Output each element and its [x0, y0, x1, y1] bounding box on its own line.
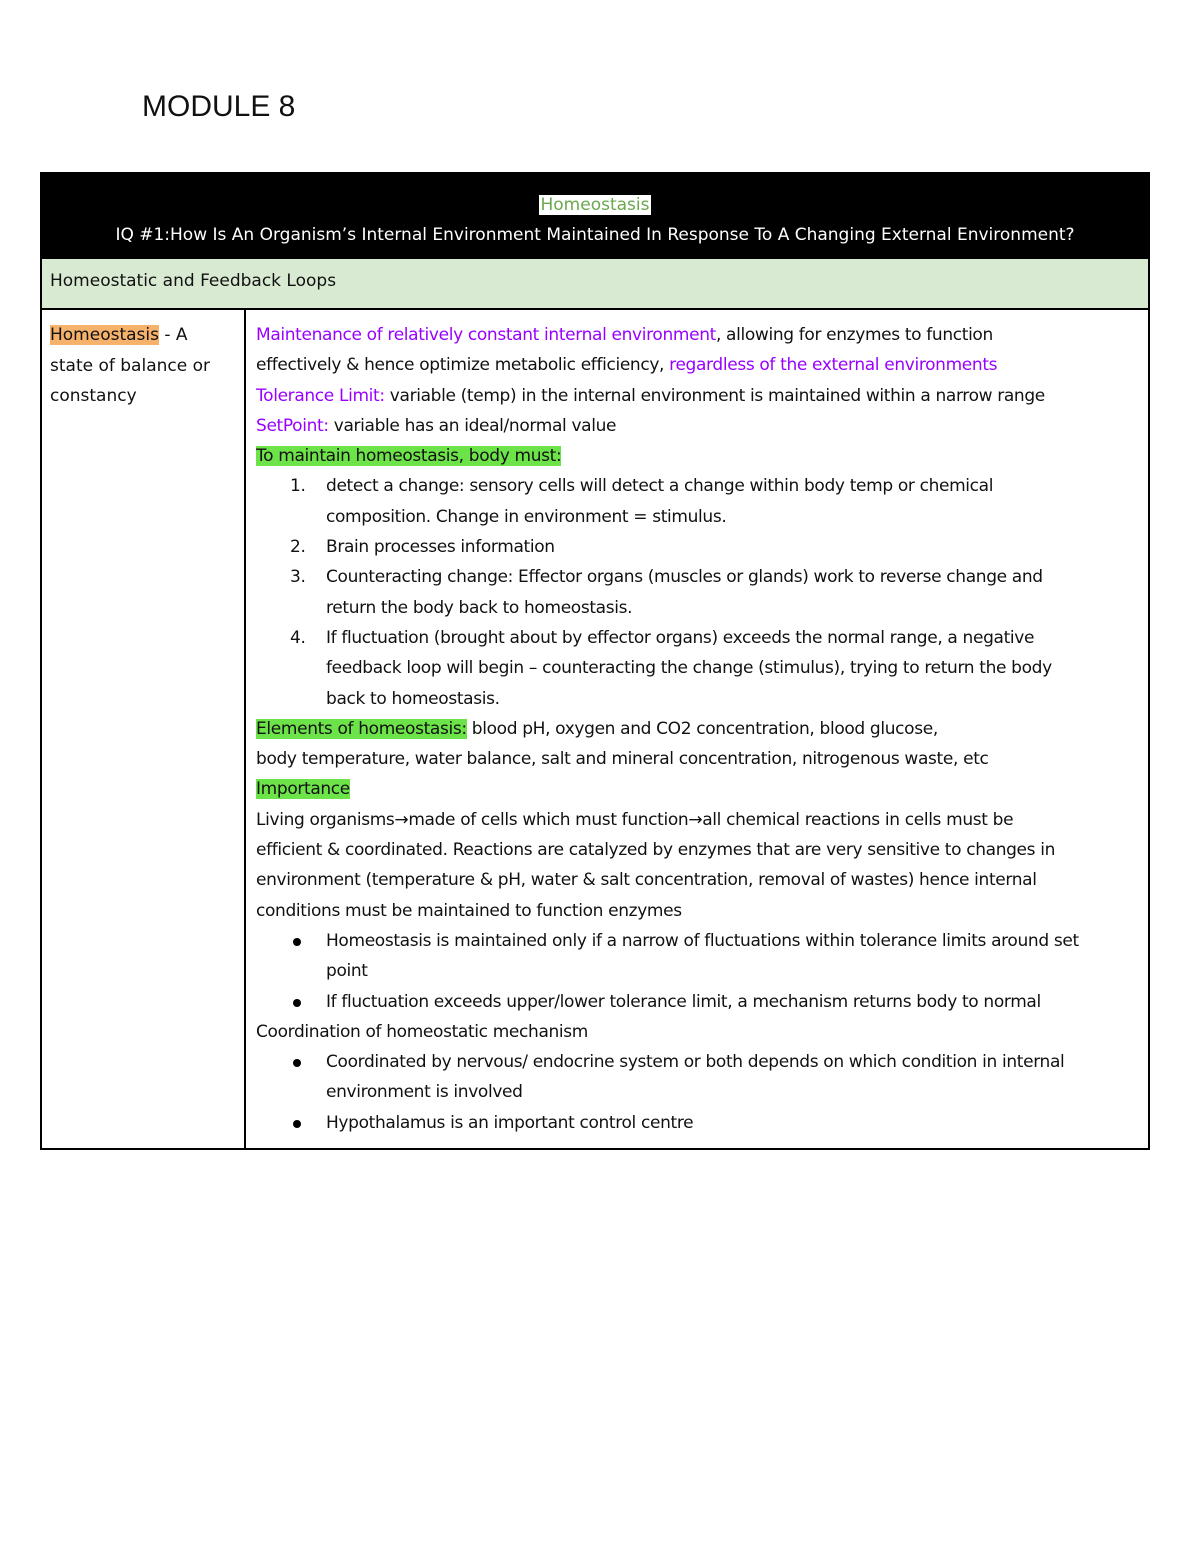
list-item: Homeostasis is maintained only if a narrow of fluctuations within tolerance limits around set point — [256, 926, 1140, 987]
importance-line-3: environment (temperature & pH, water & salt concentration, removal of wastes) hence internal — [256, 870, 1037, 891]
importance-bullets — [256, 926, 1140, 1017]
list-item: Coordinated by nervous/ endocrine system or both depends on which condition in internal environment is involved — [256, 1047, 1140, 1108]
term-definition-3: constancy — [50, 386, 137, 406]
list-item: Hypothalamus is an important control centre — [256, 1108, 1140, 1138]
term-name: Homeostasis — [50, 325, 159, 345]
table-header — [42, 174, 1148, 258]
elements-line-1: Elements of homeostasis: blood pH, oxygen and CO2 concentration, blood glucose, — [256, 718, 938, 739]
bullet-icon — [293, 1120, 301, 1128]
importance-line-2: efficient & coordinated. Reactions are catalyzed by enzymes that are very sensitive to changes in — [256, 840, 1056, 861]
notes-table — [40, 172, 1150, 1150]
elements-label: Elements of homeostasis: — [256, 718, 467, 739]
term-cell — [42, 310, 246, 1148]
list-item: If fluctuation exceeds upper/lower tolerance limit, a mechanism returns body to normal — [256, 987, 1140, 1017]
setpoint-label: SetPoint: — [256, 415, 329, 436]
setpoint-line: SetPoint: variable has an ideal/normal value — [256, 415, 617, 436]
notes-cell — [246, 310, 1148, 1148]
list-item: 2. Brain processes information — [290, 537, 555, 558]
list-item: 4. If fluctuation (brought about by effector organs) exceeds the normal range, a negative feedback loop will begin – counteracting the change (stimulus), trying to return the body back to homeostasis. — [290, 627, 1052, 709]
term-definition-1: - A — [158, 325, 188, 345]
bullet-icon — [293, 1059, 301, 1067]
coordination-heading: Coordination of homeostatic mechanism — [256, 1021, 589, 1042]
coordination-bullets — [256, 1047, 1140, 1138]
tolerance-limit-label: Tolerance Limit: — [256, 385, 385, 406]
content-row — [42, 310, 1148, 1148]
bullet-icon — [293, 999, 301, 1007]
importance-line-4: conditions must be maintained to function enzymes — [256, 900, 682, 921]
maintain-heading: To maintain homeostasis, body must: — [256, 446, 562, 467]
importance-line-1: Living organisms→made of cells which must function→all chemical reactions in cells must be — [256, 809, 1014, 830]
list-item: 1. detect a change: sensory cells will detect a change within body temp or chemical composition. Change in environment = stimulus. — [290, 476, 994, 527]
elements-line-2: body temperature, water balance, salt and mineral concentration, nitrogenous waste, etc — [256, 749, 989, 770]
definition-paragraph-line-1: Maintenance of relatively constant internal environment, allowing for enzymes to function — [256, 325, 993, 345]
list-item: 3. Counteracting change: Effector organs (muscles or glands) work to reverse change and return the body back to homeostasis. — [290, 567, 1043, 618]
inquiry-question: IQ #1:How Is An Organism’s Internal Environment Maintained In Response To A Changing External Environment? — [115, 225, 1075, 245]
section-label: Homeostatic and Feedback Loops — [42, 258, 1148, 310]
steps-list — [256, 471, 1140, 713]
bullet-icon — [293, 938, 301, 946]
header-title: Homeostasis — [540, 195, 650, 215]
definition-paragraph-line-2: effectively & hence optimize metabolic efficiency, regardless of the external environments — [256, 355, 998, 376]
tolerance-limit-line: Tolerance Limit: variable (temp) in the internal environment is maintained within a narrow range — [256, 385, 1045, 406]
term-definition-2: state of balance or — [50, 355, 210, 376]
importance-heading: Importance — [256, 779, 350, 800]
module-title: MODULE 8 — [142, 90, 296, 123]
